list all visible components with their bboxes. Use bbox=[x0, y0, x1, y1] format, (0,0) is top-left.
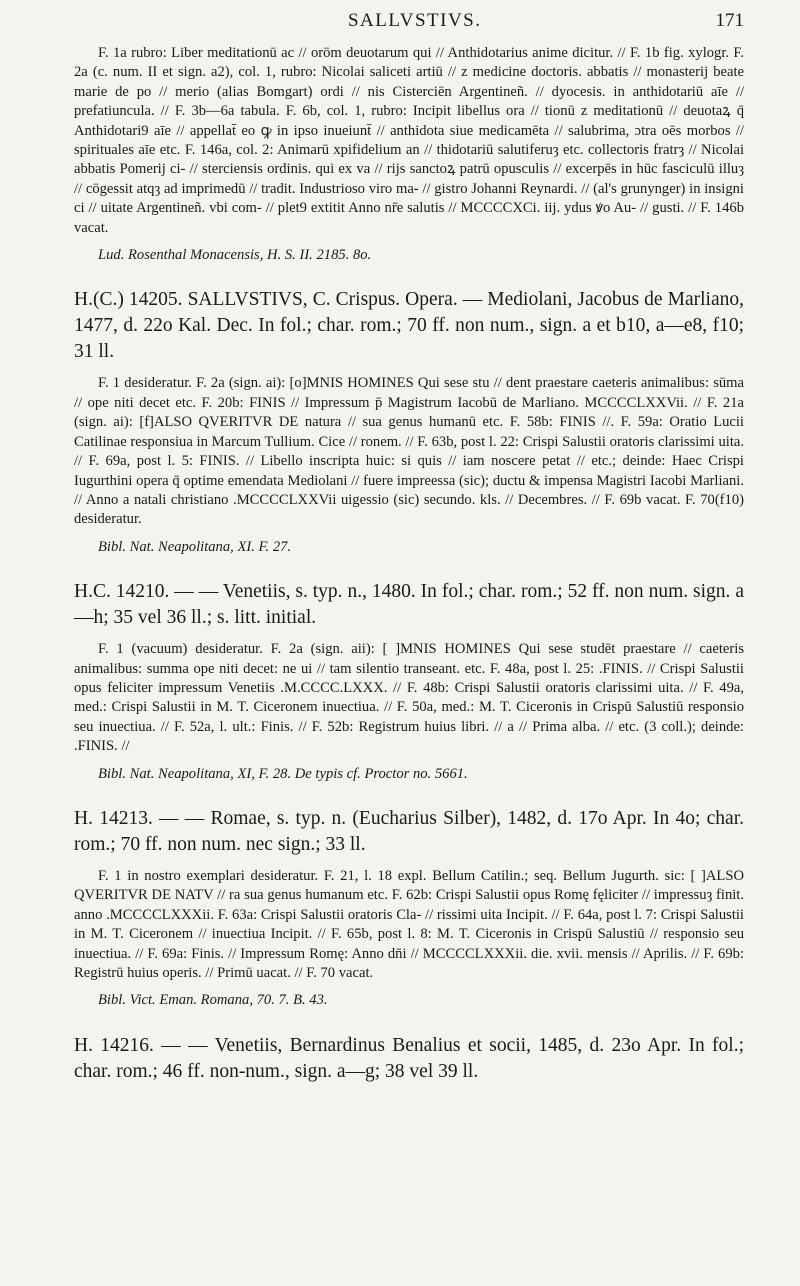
catalogue-entry bbox=[74, 1033, 744, 1085]
entry-source: Lud. Rosenthal Monacensis, H. S. II. 2185. 8o. bbox=[98, 247, 372, 264]
entry-source: Bibl. Vict. Eman. Romana, 70. 7. B. 43. bbox=[98, 992, 328, 1009]
running-title: SALLVSTIVS. bbox=[347, 10, 482, 31]
page-number: 171 bbox=[715, 10, 744, 31]
catalogue-entry bbox=[74, 287, 744, 557]
catalogue-entry bbox=[74, 579, 744, 784]
entry-description: F. 1 in nostro exemplari desideratur. F. 21, l. 18 expl. Bellum Catilin.; seq. Bellum Jugurth. sic: [ ]ALSO QVERITVR DE NATV // ra sua genus humanum etc. F. 62b: Crispi Salustii opus Romę fęliciter // impressuȝ finit. anno .MCCCCLXXXii. F. 63a: Crispi Salustii oratoris Cla- // rissimi uita Incipit. // F. 64a, post l. 7: Crispi Salustii in M. T. Ciceronem // inuectiua Incipit. // F. 65b, post l. 8: M. T. Ciceronis in Crispū Salustiū // responsio seu inuectiua. // F. 69a: Finis. // Impressum Romę: Anno dn̄i // MCCCCLXXXii. die. xvii. mensis // Aprilis. // F. 69b: Registrū huius operis. // Primū uacat. // F. 70 vacat. bbox=[74, 867, 744, 981]
entry-source: Bibl. Nat. Neapolitana, XI. F. 27. bbox=[98, 538, 292, 555]
entry-source: Bibl. Nat. Neapolitana, XI, F. 28. De typis cf. Proctor no. 5661. bbox=[98, 765, 468, 782]
catalogue-entry bbox=[74, 806, 744, 1011]
entry-heading: H. 14213. — — Romae, s. typ. n. (Eucharius Silber), 1482, d. 17o Apr. In 4o; char. rom.; 70 ff. non num. nec sign.; 33 ll. bbox=[74, 807, 744, 855]
entry-description: F. 1a rubro: Liber meditationū ac // orōm deuotarum qui // Anthidotarius anime dicitur. // F. 1b fig. xylogr. F. 2a (c. num. II et sign. a2), col. 1, rubro: Nicolai saliceti artiū // z medicine doctoris. abbatis // monasterij beate marie de po // merio (alias Bomgart) ordi // nis Cisterciēn Argentineñ. // dyocesis. in anthidotariū aīe // prefatiuncula. // F. 3b—6a tabula. F. 6b, col. 1, rubro: Incipit libellus ora // tionū z meditationū // deuotaꝝ q̄ Anthidotari9 aīe // appellat̄ eo ꝙ in ipso inueiunt̄ // anthidota siue medicamēta // salubrima, ɔtra oēs morbos // spirituales aīe etc. F. 146a, col. 2: Animarū xpifidelium an // thidotariū salutiferuȝ etc. collectoris fratrȝ // Nicolai abbatis Pomerij ci- // sterciensis ordinis. qui ex va // rijs sanctoꝝ patrū opusculis // excerpēs in hūc fasciculū illuȝ // cōgessit atqȝ ad imprimedū // tradit. Industrioso viro ma- // gistro Johanni Reynardi. // (al's grunynger) in insigni ci // uitate Argentineñ. vbi com- // plet9 extitit Anno nr̄e salutis // MCCCCXCi. iij. ydus ꝟo Au- // gusti. // F. 146b vacat. bbox=[74, 45, 744, 236]
page-header bbox=[74, 10, 744, 44]
entry-heading: H.(C.) 14205. SALLVSTIVS, C. Crispus. Opera. — Mediolani, Jacobus de Marliano, 1477, d. 22o Kal. Dec. In fol.; char. rom.; 70 ff. non num., sign. a et b10, a—e8, f10; 31 ll. bbox=[74, 289, 744, 363]
entry-heading: H. 14216. — — Venetiis, Bernardinus Benalius et socii, 1485, d. 23o Apr. In fol.; char. rom.; 46 ff. non-num., sign. a—g; 38 vel 39 ll. bbox=[74, 1034, 744, 1082]
entry-heading: H.C. 14210. — — Venetiis, s. typ. n., 1480. In fol.; char. rom.; 52 ff. non num. sign. a—h; 35 vel 36 ll.; s. litt. initial. bbox=[74, 581, 744, 629]
entry-description: F. 1 (vacuum) desideratur. F. 2a (sign. aii): [ ]MNIS HOMINES Qui sese studēt praestare // caeteris animalibus: summa ope niti decet: ne ui // tam silentio transeant. etc. F. 48a, post l. 25: .FINIS. // Crispi Salustii opus feliciter impressum Venetiis .M.CCCC.LXXX. // F. 48b: Crispi Salustii oratoris clarissimi uita. // F. 49a, med.: Crispi Salustii in M. T. Ciceronem inuectiua. // F. 50a, med.: M. T. Ciceronis in Crispū Salustiū responsio seu inuectiua. // F. 52a, l. ult.: Finis. // F. 52b: Registrum huius libri. // a // Prima alba. // etc. (3 coll.); deinde: .FINIS. // bbox=[74, 641, 744, 755]
entry-description: F. 1 desideratur. F. 2a (sign. ai): [o]MNIS HOMINES Qui sese stu // dent praestare caeteris animalibus: sūma // ope niti decet etc. F. 20b: FINIS // Impressum p̄ Magistrum Iacobū de Marliano. MCCCCLXXVii. // F. 21a (sign. ai): [f]ALSO QVERITVR DE natura // sua genus humanū etc. F. 58b: FINIS //. F. 59a: Oratio Lucii Catilinae responsiua in Marcum Tullium. Cice // ronem. // F. 63b, post l. 22: Crispi Salustii oratoris clarissimi uita. // F. 69a, post l. 5: FINIS. // Libello inscripta huic: si quis // iam noscere petat // etc.; deinde: Haec Crispi Iugurthini opera q̄ optime emendata Mediolani // fuere impreessa (sic); ductu & impensa Magistri Iacobi Marliani. // Anno a natali christiano .MCCCCLXXVii uigessio (sic) secundo. kls. // Decembres. // F. 69b vacat. F. 70(f10) desideratur. bbox=[74, 375, 744, 528]
catalogue-entry-continued bbox=[74, 44, 744, 265]
